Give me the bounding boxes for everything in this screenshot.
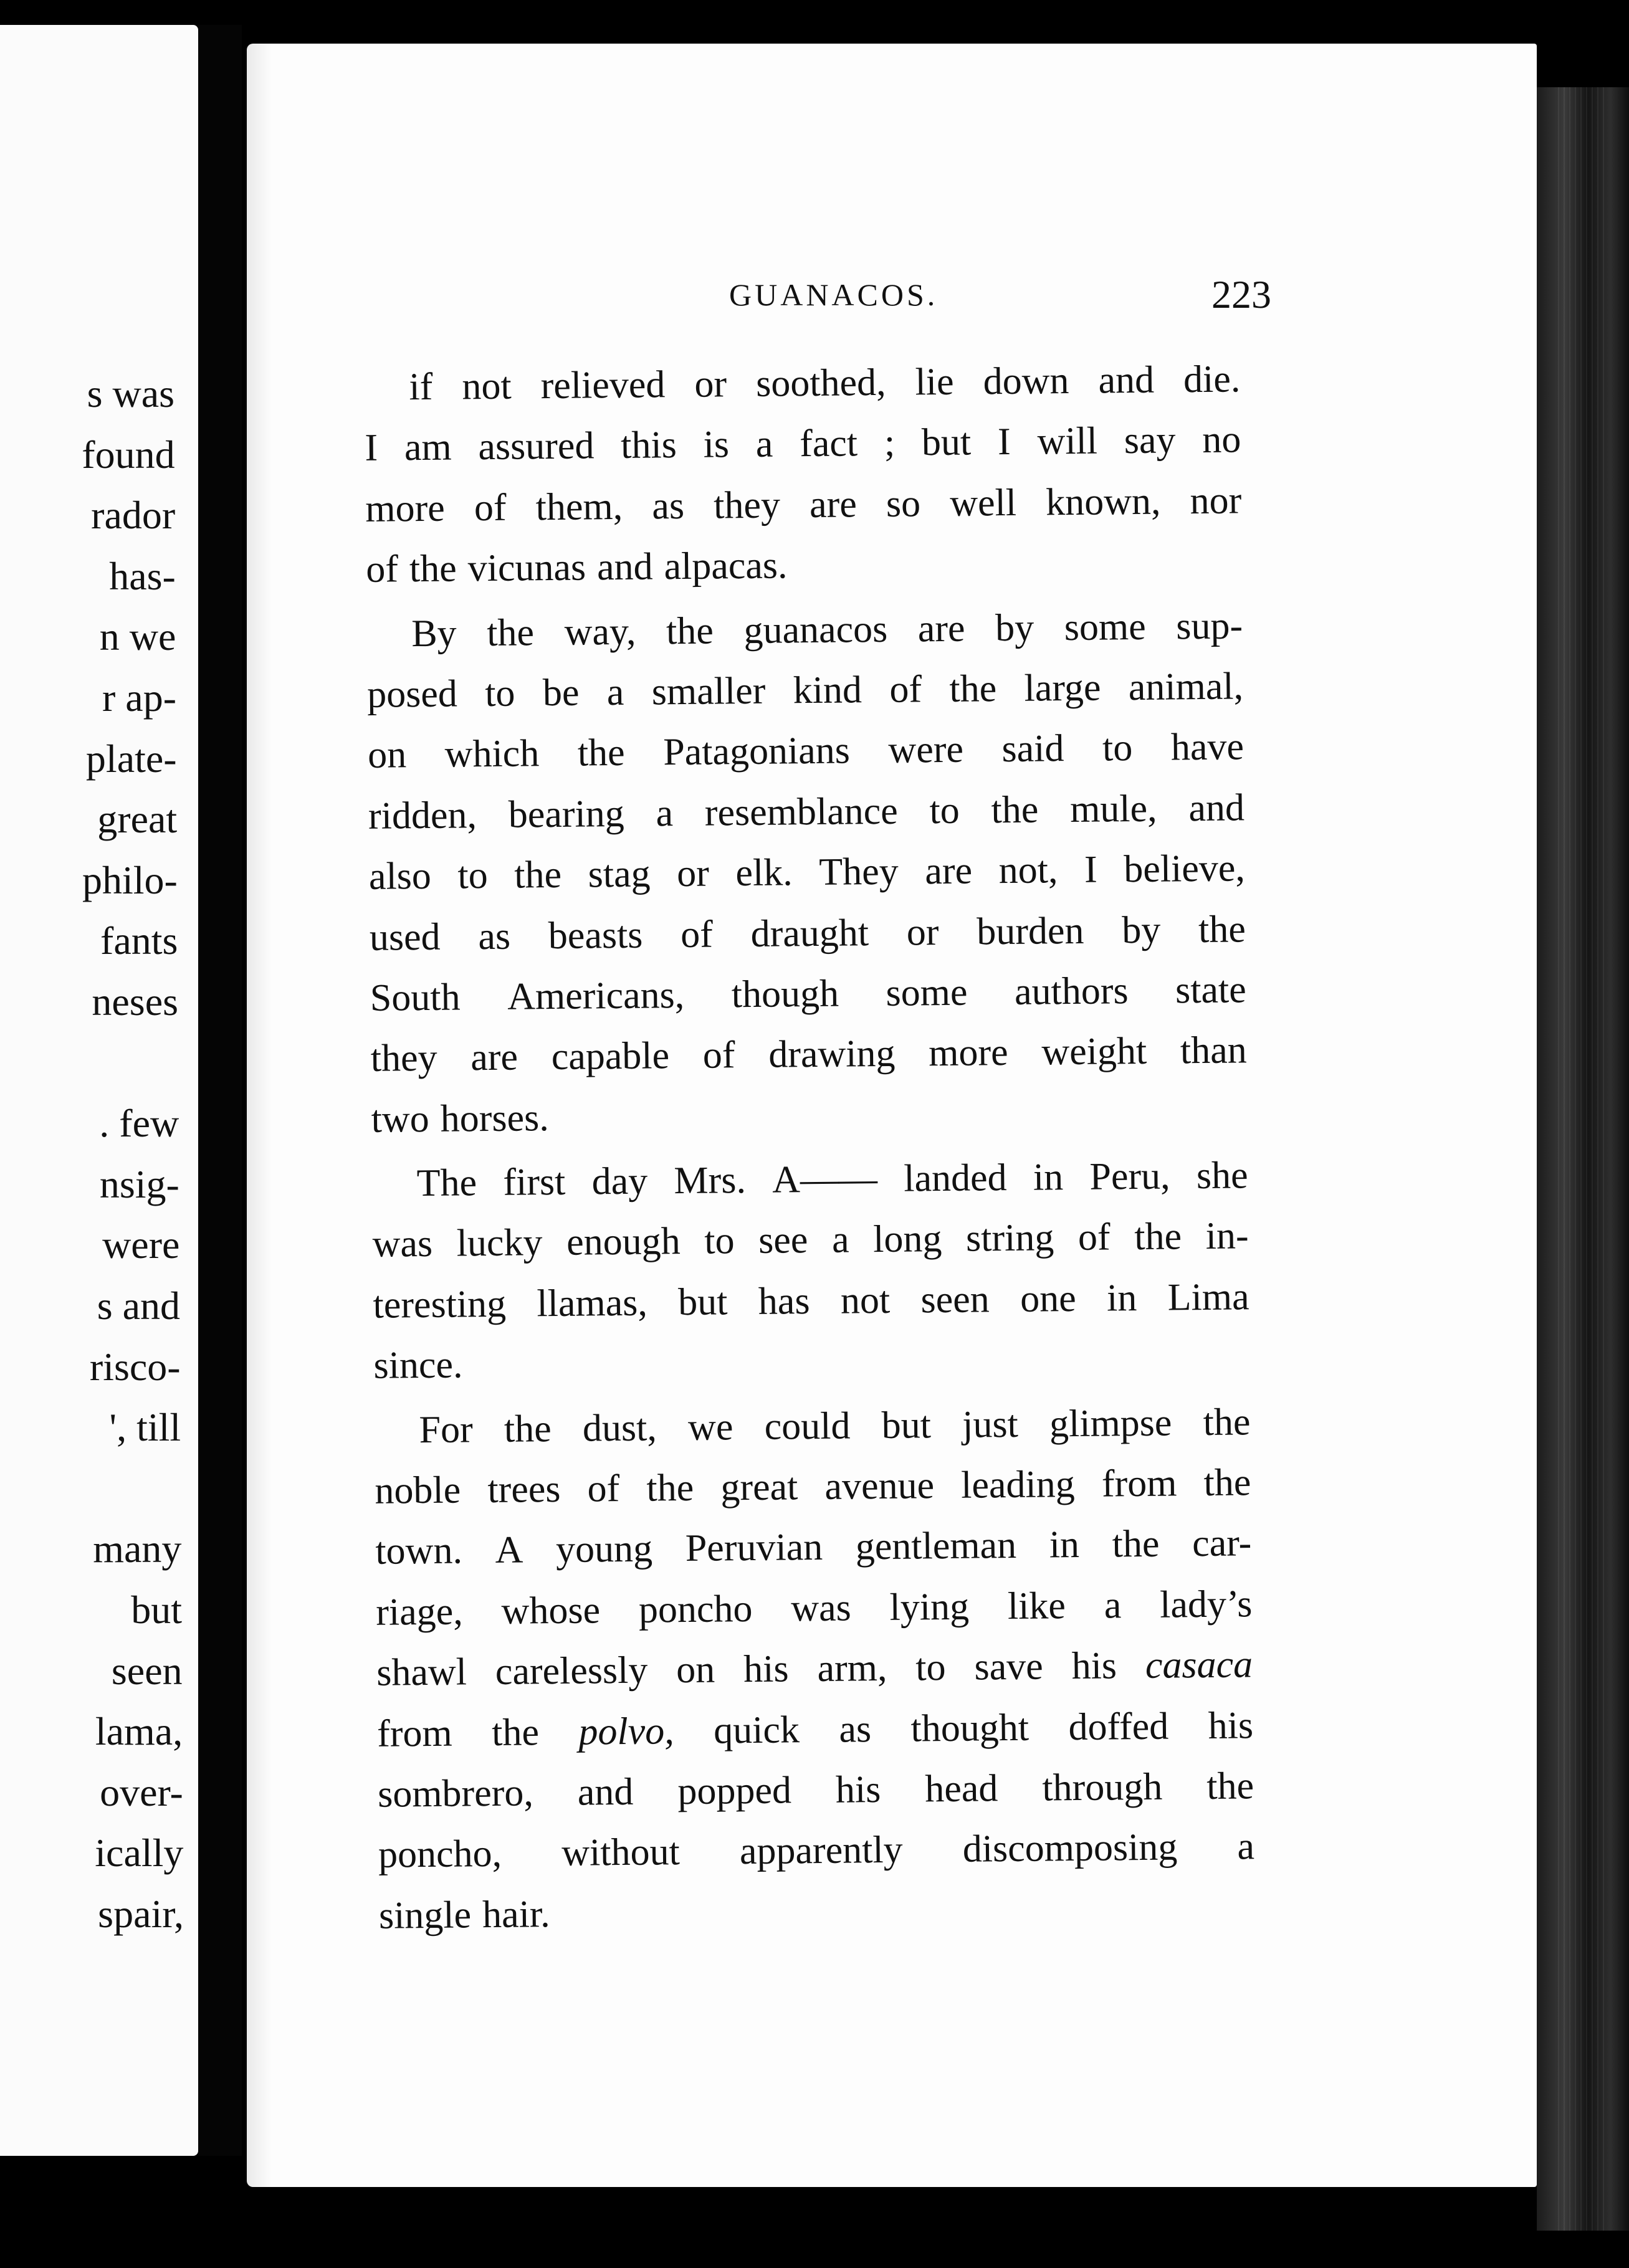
- word: a: [831, 1218, 849, 1262]
- word: assured: [478, 424, 595, 469]
- word: carelessly: [495, 1649, 648, 1694]
- word: from: [1101, 1462, 1177, 1505]
- word: more: [365, 487, 446, 530]
- word: which: [444, 732, 540, 776]
- word: be: [542, 671, 580, 715]
- left-page-line-fragment: ically: [95, 1831, 184, 1875]
- word: since.: [373, 1343, 463, 1388]
- word: soothed,: [755, 361, 886, 405]
- text-line: [363, 1206, 1249, 1275]
- word: string: [965, 1216, 1054, 1260]
- word: of: [587, 1467, 620, 1510]
- word: save: [974, 1645, 1044, 1689]
- word: burden: [976, 909, 1084, 953]
- word: in: [1049, 1523, 1080, 1566]
- word: doffed: [1068, 1705, 1169, 1748]
- word: are: [470, 1036, 518, 1079]
- word: to: [457, 854, 489, 897]
- word: the: [666, 609, 714, 652]
- word: the: [1134, 1215, 1182, 1259]
- word: day: [591, 1160, 648, 1203]
- word: but: [677, 1280, 728, 1323]
- left-page-line-fragment: many: [93, 1527, 182, 1571]
- word: was: [372, 1222, 433, 1266]
- word: South: [370, 976, 461, 1019]
- word: animal,: [1128, 665, 1244, 709]
- word: elk.: [735, 851, 793, 895]
- word: gentleman: [855, 1524, 1017, 1568]
- word: lie: [915, 360, 954, 404]
- paragraph: [355, 349, 1243, 600]
- word: than: [1180, 1029, 1248, 1072]
- left-page-line-fragment: n we: [99, 614, 176, 659]
- word: his: [1071, 1644, 1117, 1688]
- word: Patagonians: [662, 729, 851, 774]
- text-line: [365, 1392, 1251, 1461]
- word: and: [577, 1770, 634, 1814]
- word: posed: [366, 672, 458, 716]
- left-page: [0, 25, 198, 2156]
- word: are: [809, 483, 857, 526]
- word: polvo,: [578, 1709, 675, 1753]
- word: could: [764, 1404, 851, 1448]
- left-page-line-fragment: s was: [87, 371, 174, 416]
- word: said: [1001, 727, 1064, 771]
- body-text: [355, 349, 1255, 1946]
- word: I: [997, 421, 1011, 464]
- left-page-line-fragment: rador: [91, 493, 176, 538]
- word: them,: [535, 485, 623, 529]
- word: bearing: [508, 792, 625, 836]
- word: They: [819, 850, 899, 894]
- word: by: [995, 606, 1034, 649]
- word: leading: [960, 1463, 1076, 1507]
- word: as: [839, 1707, 872, 1751]
- word: his: [1208, 1703, 1254, 1747]
- word: shawl: [376, 1651, 467, 1694]
- text-line: [367, 1574, 1253, 1643]
- word: a: [755, 422, 773, 466]
- word: whose: [501, 1589, 601, 1632]
- word: landed: [903, 1156, 1007, 1200]
- text-line: [360, 899, 1246, 968]
- text-line: [370, 1817, 1255, 1886]
- word: or: [676, 852, 710, 895]
- word: were: [888, 728, 964, 772]
- left-page-line-fragment: r ap-: [102, 675, 176, 720]
- word: hair.: [482, 1892, 550, 1936]
- word: Peru,: [1089, 1155, 1170, 1198]
- word: the: [949, 667, 997, 710]
- word: to: [704, 1219, 735, 1263]
- word: the: [1198, 907, 1246, 951]
- word: kind: [793, 669, 862, 712]
- page-edge-texture: [1558, 87, 1608, 2231]
- book-gutter: [198, 25, 242, 2156]
- text-line: [364, 1267, 1249, 1336]
- word: poncho: [638, 1587, 753, 1631]
- word: two: [371, 1097, 430, 1141]
- left-page-line-fragment: seen: [111, 1648, 183, 1693]
- left-page-line-fragment: over-: [100, 1770, 183, 1814]
- word: also: [368, 854, 432, 898]
- word: the: [646, 1466, 694, 1510]
- word: are: [925, 849, 973, 893]
- word: young: [555, 1527, 653, 1571]
- word: a: [656, 791, 674, 835]
- word: Lima: [1167, 1275, 1249, 1319]
- paragraph: [358, 596, 1248, 1150]
- word: capable: [551, 1034, 670, 1079]
- word: sup-: [1176, 604, 1243, 647]
- word: not,: [998, 849, 1058, 892]
- word: see: [758, 1219, 808, 1262]
- word: was: [790, 1586, 852, 1630]
- word: head: [924, 1767, 998, 1811]
- word: and: [1098, 358, 1155, 402]
- word: a: [1237, 1825, 1255, 1868]
- word: fact: [799, 422, 858, 465]
- word: through: [1042, 1765, 1163, 1809]
- word: though: [731, 972, 839, 1016]
- left-page-line-fragment: risco-: [89, 1344, 181, 1389]
- word: of: [474, 486, 507, 529]
- word: I: [365, 427, 378, 470]
- word: of: [1077, 1216, 1111, 1259]
- word: draught: [750, 911, 869, 955]
- word: from: [376, 1712, 453, 1755]
- word: resemblance: [704, 789, 899, 834]
- word: ;: [884, 422, 896, 465]
- text-line: [370, 1877, 1256, 1946]
- word: The: [416, 1161, 477, 1205]
- word: she: [1196, 1154, 1248, 1198]
- word: lucky: [456, 1221, 543, 1265]
- word: just: [962, 1403, 1019, 1446]
- text-line: [369, 1756, 1254, 1825]
- word: on: [676, 1648, 715, 1692]
- word: glimpse: [1049, 1401, 1172, 1446]
- word: single: [378, 1894, 472, 1937]
- word: his: [743, 1647, 789, 1691]
- word: long: [872, 1217, 942, 1261]
- word: but: [921, 421, 972, 464]
- word: and: [1188, 786, 1245, 829]
- word: poncho,: [378, 1832, 502, 1877]
- left-page-line-fragment: fants: [100, 918, 178, 963]
- word: down: [983, 360, 1069, 403]
- text-line: [368, 1634, 1253, 1703]
- word: way,: [564, 610, 636, 654]
- word: casaca: [1145, 1643, 1253, 1687]
- text-line: [360, 778, 1245, 847]
- word: smaller: [651, 669, 766, 713]
- word: horses.: [440, 1096, 549, 1140]
- word: a: [1104, 1584, 1122, 1627]
- word: by: [1121, 908, 1161, 951]
- word: am: [404, 426, 452, 469]
- word: the: [409, 547, 457, 591]
- word: Mrs.: [674, 1159, 747, 1203]
- text-line: [358, 656, 1244, 725]
- word: A: [495, 1528, 523, 1572]
- word: of: [702, 1034, 735, 1077]
- word: weight: [1041, 1030, 1147, 1074]
- word: noble: [375, 1469, 461, 1512]
- page-number: 223: [1211, 272, 1271, 317]
- word: as: [652, 484, 685, 528]
- word: Americans,: [507, 973, 685, 1018]
- word: die.: [1183, 358, 1241, 401]
- left-page-line-fragment: spair,: [98, 1892, 184, 1936]
- left-page-line-fragment: found: [82, 432, 175, 477]
- left-page-line-fragment: s and: [97, 1284, 180, 1328]
- word: first: [503, 1160, 566, 1204]
- word: will: [1037, 419, 1098, 463]
- word: of: [680, 913, 714, 956]
- word: enough: [566, 1220, 681, 1264]
- text-line: [355, 349, 1241, 418]
- left-page-line-fragment: were: [102, 1222, 180, 1267]
- word: if: [409, 365, 433, 409]
- word: his: [835, 1768, 881, 1811]
- word: some: [886, 971, 968, 1014]
- text-line: [365, 1328, 1250, 1397]
- word: in-: [1205, 1214, 1249, 1258]
- word: like: [1007, 1584, 1066, 1627]
- word: or: [906, 910, 939, 954]
- text-line: [357, 531, 1243, 601]
- word: alpacas.: [664, 544, 788, 588]
- word: of: [365, 548, 399, 591]
- word: discomposing: [962, 1826, 1178, 1871]
- text-line: [362, 1081, 1248, 1150]
- word: one: [1020, 1277, 1076, 1320]
- text-line: [368, 1695, 1254, 1765]
- word: has: [758, 1279, 810, 1323]
- word: no: [1201, 418, 1241, 462]
- word: town.: [375, 1529, 463, 1573]
- word: they: [370, 1037, 437, 1080]
- word: llamas,: [537, 1281, 648, 1325]
- word: large: [1024, 666, 1101, 710]
- word: as: [478, 915, 511, 958]
- word: thought: [910, 1706, 1029, 1750]
- word: not: [462, 364, 512, 408]
- word: not: [840, 1279, 891, 1322]
- word: authors: [1014, 970, 1129, 1013]
- word: more: [928, 1031, 1008, 1075]
- word: mule,: [1069, 787, 1157, 831]
- word: the: [1112, 1523, 1160, 1566]
- text-line: [356, 470, 1242, 540]
- left-page-line-fragment: plate-: [85, 736, 177, 781]
- word: believe,: [1123, 847, 1246, 891]
- word: the: [504, 1407, 552, 1451]
- word: the: [577, 731, 625, 774]
- word: teresting: [373, 1282, 507, 1327]
- word: have: [1170, 725, 1244, 769]
- word: car-: [1192, 1522, 1252, 1565]
- paragraph: [363, 1145, 1250, 1396]
- word: and: [596, 545, 653, 589]
- left-page-line-fragment: lama,: [95, 1709, 183, 1754]
- word: popped: [677, 1769, 792, 1813]
- left-page-line-fragment: neses: [92, 979, 178, 1024]
- text-line: [358, 596, 1243, 665]
- word: seen: [920, 1278, 990, 1322]
- left-page-line-fragment: philo-: [82, 857, 178, 902]
- word: the: [486, 611, 535, 654]
- word: they: [713, 484, 781, 527]
- word: stag: [588, 852, 651, 896]
- word: on: [367, 733, 407, 777]
- word: without: [561, 1831, 681, 1875]
- text-line: [360, 838, 1246, 907]
- paragraph: [365, 1392, 1255, 1946]
- text-line: [363, 1145, 1248, 1214]
- word: the: [514, 853, 562, 897]
- word: ridden,: [368, 793, 477, 837]
- word: trees: [487, 1467, 561, 1512]
- word: drawing: [768, 1032, 896, 1076]
- running-head: [486, 272, 1271, 320]
- word: to: [915, 1646, 946, 1689]
- word: vicunas: [467, 546, 586, 590]
- word: great: [720, 1465, 798, 1509]
- word: the: [491, 1710, 540, 1754]
- left-page-line-fragment: ', till: [109, 1405, 181, 1450]
- word: Peruvian: [685, 1526, 823, 1570]
- word: but: [881, 1403, 932, 1447]
- word: riage,: [376, 1590, 464, 1634]
- word: relieved: [540, 363, 666, 407]
- text-line: [366, 1513, 1252, 1583]
- word: well: [949, 481, 1017, 525]
- word: or: [694, 363, 727, 406]
- word: known,: [1045, 480, 1161, 524]
- text-line: [361, 960, 1246, 1029]
- running-title: GUANACOS.: [729, 277, 939, 312]
- word: to: [929, 789, 960, 832]
- left-page-line-fragment: . few: [99, 1101, 179, 1146]
- word: in: [1033, 1156, 1064, 1199]
- left-page-line-fragment: but: [131, 1588, 182, 1632]
- text-line: [366, 1452, 1251, 1522]
- word: the: [1206, 1765, 1254, 1808]
- word: this: [620, 424, 677, 467]
- text-line: [356, 410, 1241, 479]
- word: some: [1064, 605, 1147, 649]
- word: sombrero,: [377, 1771, 534, 1816]
- word: For: [419, 1408, 473, 1451]
- left-page-line-fragment: has-: [109, 553, 176, 598]
- word: guanacos: [743, 608, 888, 652]
- word: lying: [889, 1585, 970, 1629]
- word: quick: [713, 1708, 800, 1752]
- word: A——: [772, 1158, 878, 1201]
- word: nor: [1190, 479, 1242, 522]
- word: By: [411, 612, 457, 655]
- word: I: [1084, 848, 1098, 891]
- text-line: [361, 1021, 1247, 1090]
- word: the: [1203, 1400, 1251, 1444]
- word: of: [889, 668, 922, 711]
- word: arm,: [817, 1647, 887, 1690]
- word: the: [1203, 1461, 1251, 1505]
- word: say: [1124, 419, 1176, 462]
- word: in: [1106, 1276, 1137, 1320]
- word: apparently: [739, 1829, 903, 1873]
- word: is: [703, 423, 730, 467]
- word: state: [1175, 968, 1247, 1012]
- word: the: [991, 788, 1039, 831]
- word: are: [917, 607, 965, 650]
- word: lady’s: [1159, 1583, 1253, 1626]
- word: to: [1102, 727, 1133, 770]
- word: avenue: [824, 1464, 935, 1508]
- word: to: [484, 672, 515, 715]
- word: a: [606, 670, 624, 714]
- text-line: [359, 717, 1244, 786]
- left-page-line-fragment: great: [97, 797, 178, 842]
- word: beasts: [548, 913, 643, 957]
- word: so: [886, 482, 921, 525]
- word: dust,: [582, 1406, 657, 1450]
- word: used: [369, 915, 441, 959]
- word: we: [687, 1405, 733, 1449]
- left-page-line-fragment: nsig-: [99, 1161, 179, 1206]
